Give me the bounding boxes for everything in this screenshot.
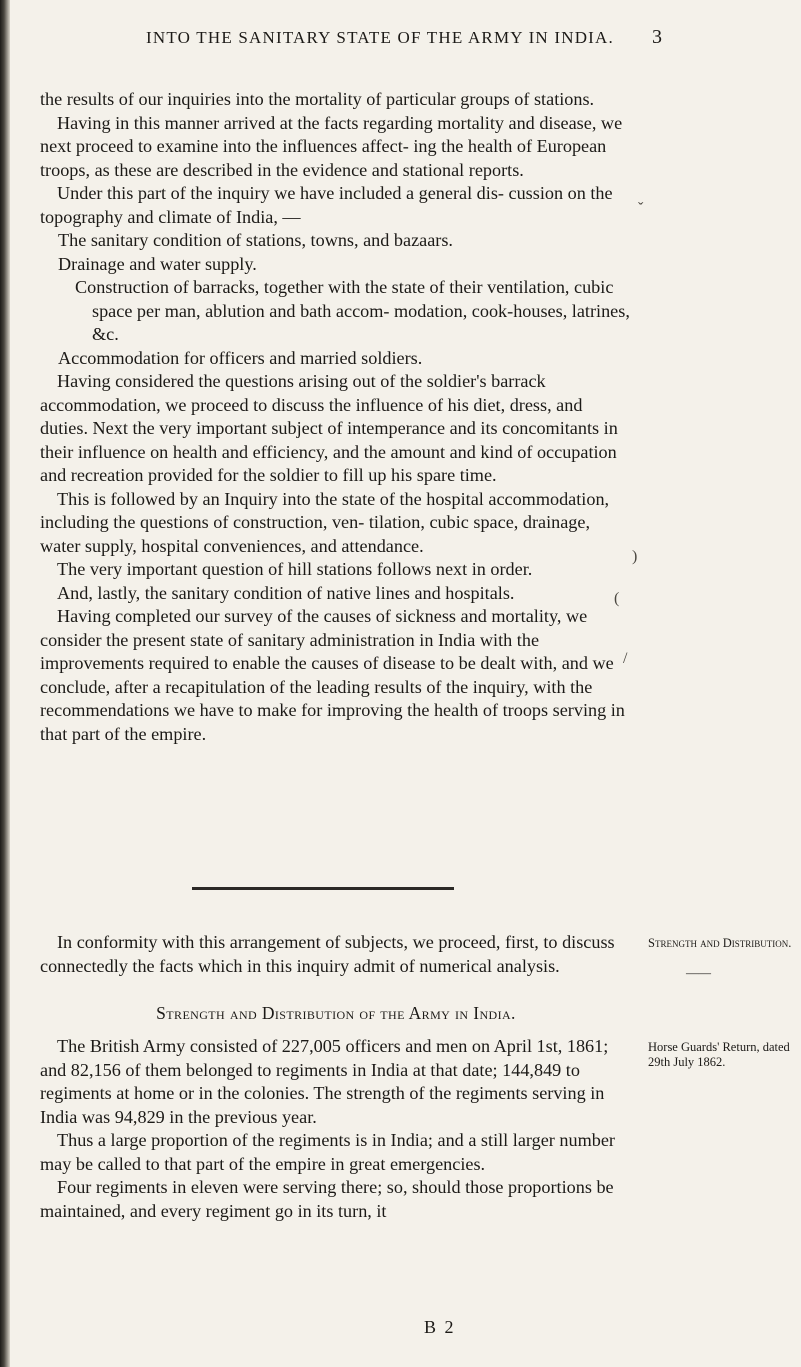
margin-note-dash: —— — [686, 966, 711, 980]
page-binding-edge — [0, 0, 10, 1367]
margin-tick-mark: ) — [632, 548, 638, 565]
paragraph-6: The very important question of hill stations follows next in order. — [57, 559, 533, 579]
paragraph-2: Having in this manner arrived at the facts regarding mortality and disease, we next proceed to examine into the influences affect- ing the health of European troops, as these are described in the evidence and stational reports. — [40, 112, 623, 180]
paragraph-8: Having completed our survey of the causes of sickness and mortality, we consider the present state of sanitary administration in India with the improvements required to enable the causes of disease to be dealt with, and we conclude, after a recapitulation of the leading results of the inquiry, with the recommendations we have to make for improving the health of troops serving in that part of the empire. — [40, 606, 625, 744]
paragraph-5: This is followed by an Inquiry into the state of the hospital accommodation, including the questions of construction, ven- tilation, cubic space, drainage, water supply, hospital conveniences, and attendance. — [40, 488, 610, 556]
margin-tick-mark: ˇ — [638, 200, 644, 217]
paragraph-1: the results of our inquiries into the mortality of particular groups of stations. — [40, 89, 595, 109]
main-text-upper — [40, 88, 632, 746]
main-text-lower — [40, 1035, 632, 1223]
paragraph-7: And, lastly, the sanitary condition of native lines and hospitals. — [57, 582, 515, 603]
main-text-middle — [40, 931, 632, 978]
margin-note-strength: Strength and Distribution. — [648, 936, 792, 950]
running-head: INTO THE SANITARY STATE OF THE ARMY IN INDIA. — [146, 28, 614, 47]
list-item-2: Drainage and water supply. — [58, 253, 257, 274]
section-heading: Strength and Distribution of the Army in India. — [156, 1003, 516, 1023]
margin-tick-mark: ( — [614, 590, 620, 607]
margin-note-source: Horse Guards' Return, dated 29th July 1862. — [648, 1040, 790, 1069]
signature-mark: B 2 — [424, 1317, 456, 1337]
paragraph-3: Under this part of the inquiry we have included a general dis- cussion on the topography and climate of India, — — [40, 183, 613, 227]
paragraph-10: The British Army consisted of 227,005 officers and men on April 1st, 1861; and 82,156 of them belonged to regiments in India at that date; 144,849 to regiments at home or in the colonies. The strength of the regiments serving in India was 94,829 in the previous year. — [40, 1036, 609, 1127]
list-item-3: Construction of barracks, together with the state of their ventilation, cubic space per man, ablution and bath accom- modation, cook-houses, latrines, &c. — [75, 277, 630, 344]
margin-tick-mark: / — [623, 650, 628, 667]
section-divider — [192, 887, 454, 890]
paragraph-11: Thus a large proportion of the regiments is in India; and a still larger number may be called to that part of the empire in great emergencies. — [40, 1130, 615, 1174]
list-item-4: Accommodation for officers and married soldiers. — [58, 347, 423, 368]
page-number: 3 — [652, 26, 662, 48]
paragraph-12: Four regiments in eleven were serving there; so, should those proportions be maintained, and every regiment go in its turn, it — [40, 1177, 614, 1221]
paragraph-4: Having considered the questions arising out of the soldier's barrack accommodation, we proceed to discuss the influence of his diet, dress, and duties. Next the very important subject of intemperance and its concomitants in their influence on health and efficiency, and the amount and kind of occupation and recreation provided for the soldier to fill up his spare time. — [40, 371, 618, 485]
list-item-1: The sanitary condition of stations, towns, and bazaars. — [58, 230, 453, 250]
paragraph-9: In conformity with this arrangement of subjects, we proceed, first, to discuss connectedly the facts which in this inquiry admit of numerical analysis. — [40, 932, 615, 976]
